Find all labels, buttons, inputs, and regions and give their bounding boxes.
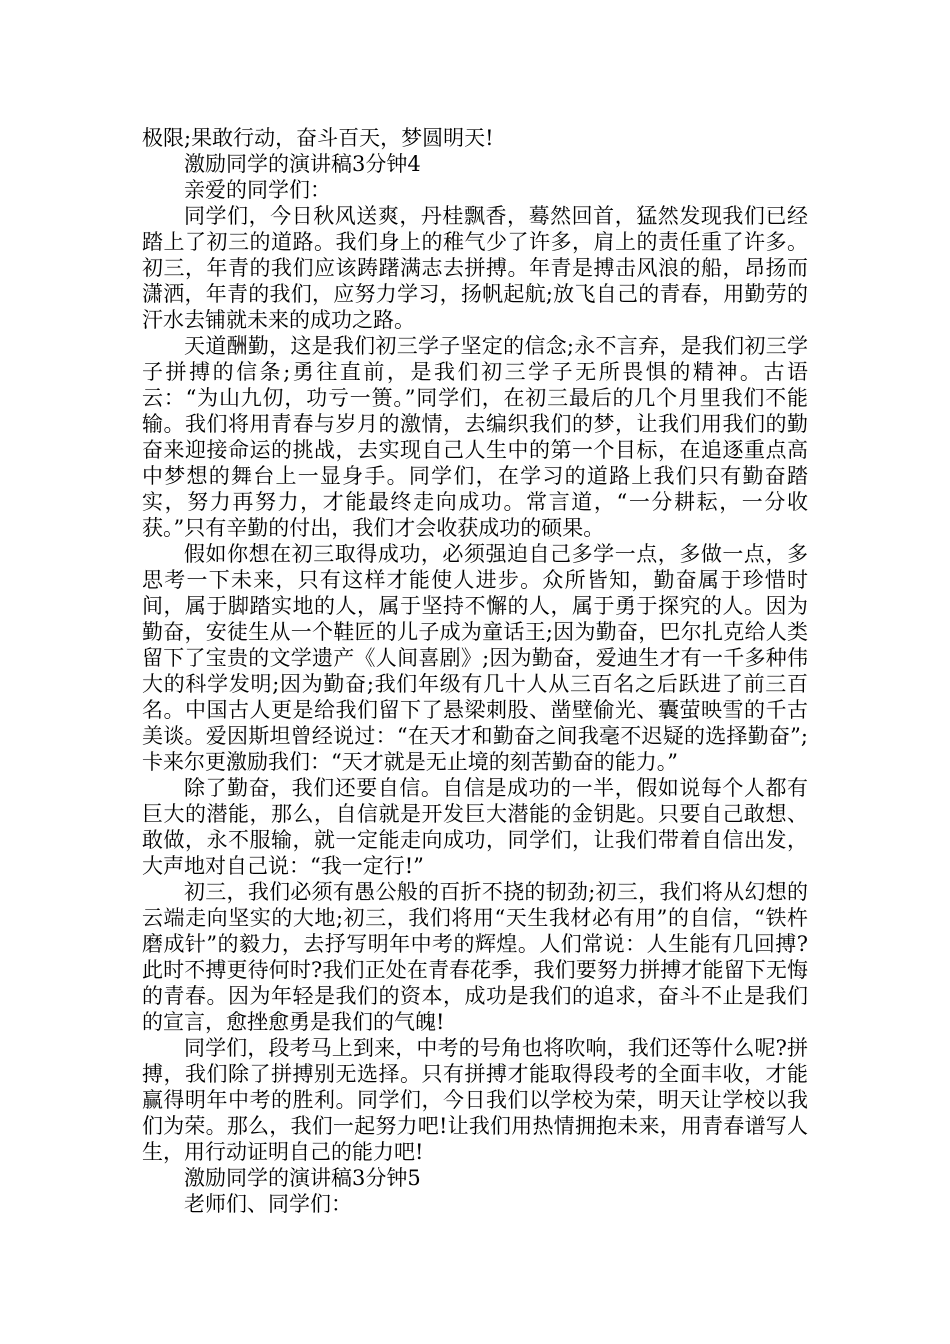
salutation: 亲爱的同学们： [184,178,331,202]
paragraph: 天道酬勤，这是我们初三学子坚定的信念;永不言弃，是我们初三学子拼搏的信条;勇往直前，是我们初三学子无所畏惧的精神。古语云：“为山九仞，功亏一篑。”同学们，在初三最后的几个月里我们不能输。我们将用青春与岁月的激情，去编织我们的梦，让我们用我们的勤奋来迎接命运的挑战，去实现自己人生中的第一个目标，在追逐重点高中梦想的舞台上一显身手。同学们，在学习的道路上我们只有勤奋踏实，努力再努力，才能最终走向成功。常言道，“一分耕耘，一分收获。”只有辛勤的付出，我们才会收获成功的硕果。 [142,334,808,540]
section-heading-4: 激励同学的演讲稿3分钟4 [184,152,421,176]
paragraph: 同学们，段考马上到来，中考的号角也将吹响，我们还等什么呢?拼搏，我们除了拼搏别无选择。只有拼搏才能取得段考的全面丰收，才能赢得明年中考的胜利。同学们，今日我们以学校为荣，明天让学校以我们为荣。那么，我们一起努力吧!让我们用热情拥抱未来，用青春谱写人生，用行动证明自己的能力吧! [142,1036,808,1164]
section-heading-5: 激励同学的演讲稿3分钟5 [184,1166,421,1190]
paragraph-continuation: 极限;果敢行动，奋斗百天，梦圆明天! [142,126,494,150]
paragraph: 假如你想在初三取得成功，必须强迫自己多学一点，多做一点，多思考一下未来，只有这样才能使人进步。众所皆知，勤奋属于珍惜时间，属于脚踏实地的人，属于坚持不懈的人，属于勇于探究的人。因为勤奋，安徒生从一个鞋匠的儿子成为童话王;因为勤奋，巴尔扎克给人类留下了宝贵的文学遗产《人间喜剧》;因为勤奋，爱迪生才有一千多种伟大的科学发明;因为勤奋;我们年级有几十人从三百名之后跃进了前三百名。中国古人更是给我们留下了悬梁刺股、凿壁偷光、囊萤映雪的千古美谈。爱因斯坦曾经说过：“在天才和勤奋之间我毫不迟疑的选择勤奋”;卡来尔更激励我们：“天才就是无止境的刻苦勤奋的能力。” [142,542,808,774]
paragraph: 初三，我们必须有愚公般的百折不挠的韧劲;初三，我们将从幻想的云端走向坚实的大地;初三，我们将用“天生我材必有用”的自信，“铁杵磨成针”的毅力，去抒写明年中考的辉煌。人们常说：人生能有几回搏?此时不搏更待何时?我们正处在青春花季，我们要努力拼搏才能留下无悔的青春。因为年轻是我们的资本，成功是我们的追求，奋斗不止是我们的宣言，愈挫愈勇是我们的气魄! [142,880,808,1034]
paragraph: 同学们，今日秋风送爽，丹桂飘香，蓦然回首，猛然发现我们已经踏上了初三的道路。我们身上的稚气少了许多，肩上的责任重了许多。初三，年青的我们应该踌躇满志去拼搏。年青是搏击风浪的船，昂扬而潇洒，年青的我们，应努力学习，扬帆起航;放飞自己的青春，用勤劳的汗水去铺就未来的成功之路。 [142,204,808,332]
salutation: 老师们、同学们： [184,1192,352,1216]
paragraph: 除了勤奋，我们还要自信。自信是成功的一半，假如说每个人都有巨大的潜能，那么，自信就是开发巨大潜能的金钥匙。只要自己敢想、敢做，永不服输，就一定能走向成功，同学们，让我们带着自信出发，大声地对自己说：“我一定行!” [142,776,808,878]
document-page [142,125,808,1217]
